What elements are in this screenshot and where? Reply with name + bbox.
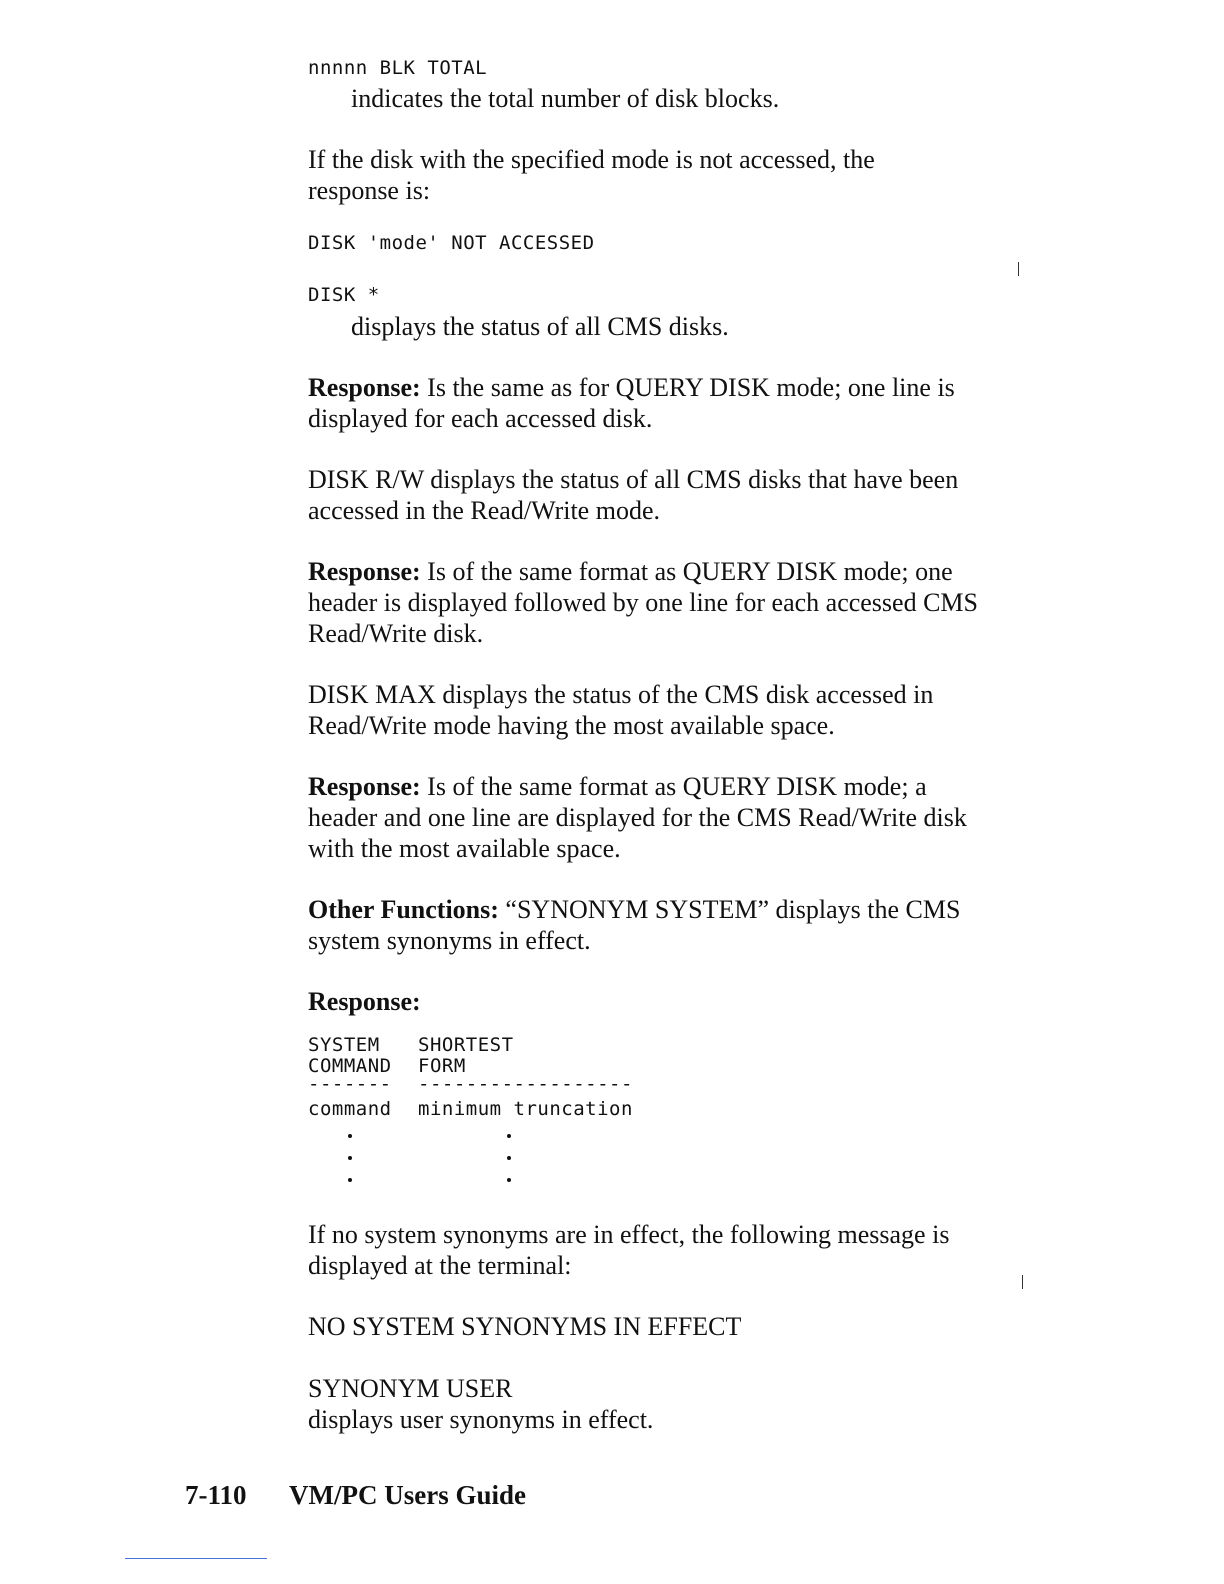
table-header-col2: SHORTEST [418, 1034, 514, 1056]
revision-bar [1018, 262, 1019, 276]
synonym-user-description: displays user synonyms in effect. [308, 1405, 654, 1434]
response-text: Is the same as for QUERY DISK mode; one line is displayed for each accessed disk. [308, 373, 955, 433]
blk-total-description: indicates the total number of disk blocks. [351, 84, 780, 113]
table-header-col1: COMMAND [308, 1055, 392, 1077]
table-header-col1: SYSTEM [308, 1034, 380, 1056]
response-text: Is of the same format as QUERY DISK mode; one header is displayed followed by one line for each accessed CMS Read/Write disk. [308, 557, 979, 648]
page-number: 7-110 [185, 1480, 247, 1510]
response-label: Response: [308, 557, 421, 586]
table-divider-col2: ------------------ [418, 1073, 633, 1095]
page-edge-line [125, 1558, 267, 1559]
ellipsis-dot [348, 1156, 352, 1160]
not-accessed-paragraph: If the disk with the specified mode is not accessed, the response is: [308, 145, 875, 205]
response-paragraph-3 [308, 771, 988, 864]
disk-star-description: displays the status of all CMS disks. [351, 312, 729, 341]
book-title: VM/PC Users Guide [289, 1480, 526, 1510]
response-label: Response: [308, 987, 421, 1016]
disk-star-term: DISK * [308, 284, 380, 306]
response-text: Is of the same format as QUERY DISK mode; a header and one line are displayed for the CMS Read/Write disk with the most available space. [308, 772, 967, 863]
response-paragraph-1 [308, 372, 988, 434]
table-header-col2: FORM [418, 1055, 466, 1077]
no-synonyms-paragraph: If no system synonyms are in effect, the following message is displayed at the terminal: [308, 1220, 950, 1280]
synonym-user-term: SYNONYM USER [308, 1374, 513, 1403]
response-label: Response: [308, 373, 421, 402]
ellipsis-dot [507, 1178, 511, 1182]
response-paragraph-4 [308, 986, 1008, 1017]
ellipsis-dot [507, 1156, 511, 1160]
response-paragraph-2 [308, 556, 978, 649]
revision-bar [1022, 1275, 1023, 1289]
other-functions-label: Other Functions: [308, 895, 499, 924]
other-functions-paragraph [308, 894, 998, 956]
other-functions-text: “SYNONYM SYSTEM” displays the CMS system synonyms in effect. [308, 895, 961, 955]
not-accessed-message: DISK 'mode' NOT ACCESSED [308, 232, 595, 254]
blk-total-term: nnnnn BLK TOTAL [308, 57, 488, 79]
table-row-col1: command [308, 1098, 392, 1120]
table-row-col2: minimum truncation [418, 1098, 633, 1120]
disk-max-paragraph: DISK MAX displays the status of the CMS disk accessed in Read/Write mode having the most available space. [308, 680, 934, 740]
disk-rw-paragraph: DISK R/W displays the status of all CMS disks that have been accessed in the Read/Write mode. [308, 465, 959, 525]
ellipsis-dot [348, 1134, 352, 1138]
ellipsis-dot [507, 1134, 511, 1138]
ellipsis-dot [348, 1178, 352, 1182]
response-label: Response: [308, 772, 421, 801]
no-synonyms-message: NO SYSTEM SYNONYMS IN EFFECT [308, 1312, 742, 1341]
table-divider-col1: ------- [308, 1073, 392, 1095]
